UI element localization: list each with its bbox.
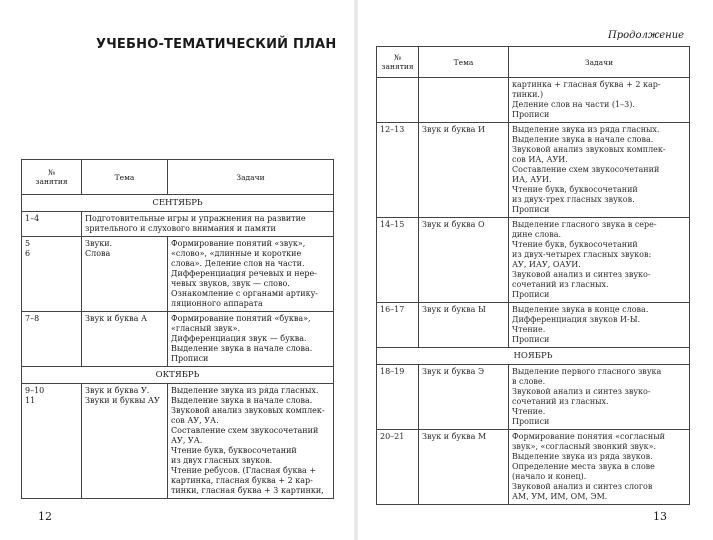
table-row xyxy=(377,123,690,218)
lesson-number xyxy=(377,78,419,123)
continuation-label: Продолжение xyxy=(608,30,685,41)
month-row xyxy=(22,195,334,212)
lesson-topic: Звук и буква Ы xyxy=(419,303,509,348)
lesson-number: 9–10 11 xyxy=(22,384,82,499)
month-row xyxy=(22,367,334,384)
lesson-topic: Звук и буква М xyxy=(419,430,509,505)
month-label: СЕНТЯБРЬ xyxy=(22,195,334,212)
table-row xyxy=(377,365,690,430)
table-row xyxy=(22,384,334,499)
lesson-number: 16–17 xyxy=(377,303,419,348)
lesson-topic: Звук и буква А xyxy=(82,312,168,367)
header-tasks: Задачи xyxy=(168,160,334,195)
lesson-topic xyxy=(419,78,509,123)
lesson-topic: Звук и буква Э xyxy=(419,365,509,430)
lesson-number: 12–13 xyxy=(377,123,419,218)
table-row xyxy=(377,78,690,123)
table-header xyxy=(22,160,334,195)
page-number: 12 xyxy=(38,510,52,523)
table-row xyxy=(22,212,334,237)
lesson-tasks: Выделение звука из ряда гласных. Выделение звука в начале слова. Звуковой анализ звуковых комплек- сов ИА, АУИ. Составление схем звукосочетаний ИА, АУИ. Чтение букв, буквосочетаний из двух-трех гласных звуков. Прописи xyxy=(509,123,690,218)
page-number: 13 xyxy=(653,510,667,523)
header-topic: Тема xyxy=(82,160,168,195)
table-row xyxy=(22,312,334,367)
table-row xyxy=(377,303,690,348)
header-number: № занятия xyxy=(377,47,419,78)
table-row xyxy=(377,218,690,303)
lesson-number: 14–15 xyxy=(377,218,419,303)
month-label: НОЯБРЬ xyxy=(377,348,690,365)
lesson-topic: Звук и буква У. Звуки и буквы АУ xyxy=(82,384,168,499)
table-header xyxy=(377,47,690,78)
lesson-topic: Звук и буква О xyxy=(419,218,509,303)
left-page xyxy=(0,0,356,540)
header-number: № занятия xyxy=(22,160,82,195)
table-row xyxy=(22,237,334,312)
lesson-number: 20–21 xyxy=(377,430,419,505)
lesson-number: 5 6 xyxy=(22,237,82,312)
lesson-tasks: Формирование понятий «звук», «слово», «длинные и короткие слова». Деление слов на части. Дифференциация речевых и нере- чевых звуков, звук — слово. Ознакомление с органами артику- ляционного аппарата xyxy=(168,237,334,312)
header-topic: Тема xyxy=(419,47,509,78)
lesson-tasks: Формирование понятия «согласный звук», «согласный звонкий звук». Выделение звука из ряда звуков. Определение места звука в слове (начало и конец). Звуковой анализ и синтез слогов АМ, УМ, ИМ, ОМ, ЭМ. xyxy=(509,430,690,505)
plan-table xyxy=(21,159,334,499)
lesson-topic: Звук и буква И xyxy=(419,123,509,218)
lesson-tasks: Подготовительные игры и упражнения на развитие зрительного и слухового внимания и памяти xyxy=(82,212,334,237)
lesson-tasks: Формирование понятий «буква», «гласный звук». Дифференциация звук — буква. Выделение звука в начале слова. Прописи xyxy=(168,312,334,367)
page-title: УЧЕБНО-ТЕМАТИЧЕСКИЙ ПЛАН xyxy=(96,37,337,52)
lesson-tasks: Выделение звука из ряда гласных. Выделение звука в начале слова. Звуковой анализ звуковых комплек- сов АУ, УА. Составление схем звукосочетаний АУ, УА. Чтение букв, буквосочетаний из двух гласных звуков. Чтение ребусов. (Гласная буква + картинка, гласная буква + 2 кар- тинки, гласная буква + 3 картинки, xyxy=(168,384,334,499)
lesson-tasks: Выделение звука в конце слова. Дифференциация звуков И-Ы. Чтение. Прописи xyxy=(509,303,690,348)
lesson-topic: Звуки. Слова xyxy=(82,237,168,312)
plan-table-continued xyxy=(376,46,690,505)
table-row xyxy=(377,430,690,505)
lesson-number: 1–4 xyxy=(22,212,82,237)
lesson-tasks: Выделение гласного звука в сере- дине слова. Чтение букв, буквосочетаний из двух-четырех гласных звуков: АУ, ИАУ, ОАУИ. Звуковой анализ и синтез звуко- сочетаний из гласных. Прописи xyxy=(509,218,690,303)
month-label: ОКТЯБРЬ xyxy=(22,367,334,384)
lesson-tasks: Выделение первого гласного звука в слове. Звуковой анализ и синтез звуко- сочетаний из гласных. Чтение. Прописи xyxy=(509,365,690,430)
lesson-number: 7–8 xyxy=(22,312,82,367)
month-row xyxy=(377,348,690,365)
lesson-number: 18–19 xyxy=(377,365,419,430)
header-tasks: Задачи xyxy=(509,47,690,78)
right-page xyxy=(357,0,713,540)
lesson-tasks: картинка + гласная буква + 2 кар- тинки.) Деление слов на части (1–3). Прописи xyxy=(509,78,690,123)
